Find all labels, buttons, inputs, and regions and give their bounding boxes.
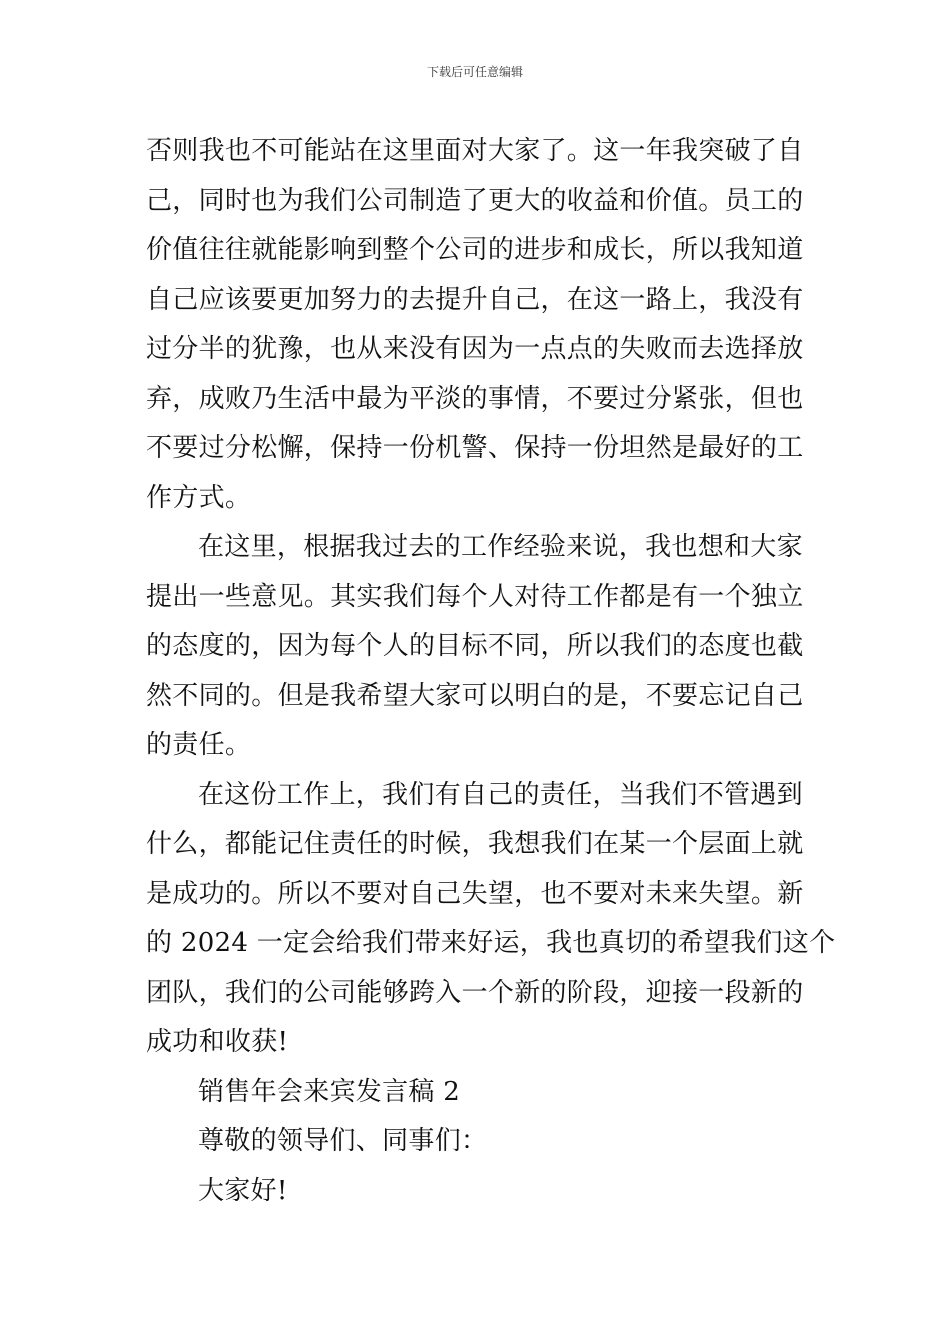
text-line: 价值往往就能影响到整个公司的进步和成长，所以我知道 (146, 235, 804, 265)
text-line: 然不同的。但是我希望大家可以明白的是，不要忘记自己 (146, 680, 804, 711)
text-line: 过分半的犹豫，也从来没有因为一点点的失败而去选择放 (146, 334, 804, 364)
text-line: 成功和收获! (146, 1027, 289, 1057)
text-line: 的态度的，因为每个人的目标不同，所以我们的态度也截 (146, 631, 804, 661)
text-line: 是成功的。所以不要对自己失望，也不要对未来失望。新 (146, 878, 804, 909)
text-line: 弃，成败乃生活中最为平淡的事情，不要过分紧张，但也 (146, 383, 804, 414)
salutation: 尊敬的领导们、同事们： (198, 1126, 488, 1156)
text-line: 团队，我们的公司能够跨入一个新的阶段，迎接一段新的 (146, 977, 804, 1008)
text-line: 否则我也不可能站在这里面对大家了。这一年我突破了自 (146, 136, 804, 166)
text-line: 的 2024 一定会给我们带来好运，我也真切的希望我们这个 (146, 928, 836, 958)
text-line: 什么，都能记住责任的时候，我想我们在某一个层面上就 (146, 829, 804, 859)
document-body (146, 127, 836, 1216)
greeting: 大家好! (198, 1175, 288, 1206)
text-line: 己，同时也为我们公司制造了更大的收益和价值。员工的 (146, 185, 804, 216)
text-line: 作方式。 (146, 482, 252, 513)
page-header-note: 下载后可任意编辑 (426, 65, 523, 79)
paragraph-first-line: 在这份工作上，我们有自己的责任，当我们不管遇到 (198, 779, 803, 810)
paragraph-first-line: 在这里，根据我过去的工作经验来说，我也想和大家 (198, 532, 803, 562)
section-title: 销售年会来宾发言稿 2 (198, 1076, 461, 1107)
text-line: 自己应该要更加努力的去提升自己，在这一路上，我没有 (146, 284, 804, 315)
text-line: 的责任。 (146, 730, 252, 760)
text-line: 提出一些意见。其实我们每个人对待工作都是有一个独立 (146, 581, 804, 612)
text-line: 不要过分松懈，保持一份机警、保持一份坦然是最好的工 (146, 433, 804, 463)
